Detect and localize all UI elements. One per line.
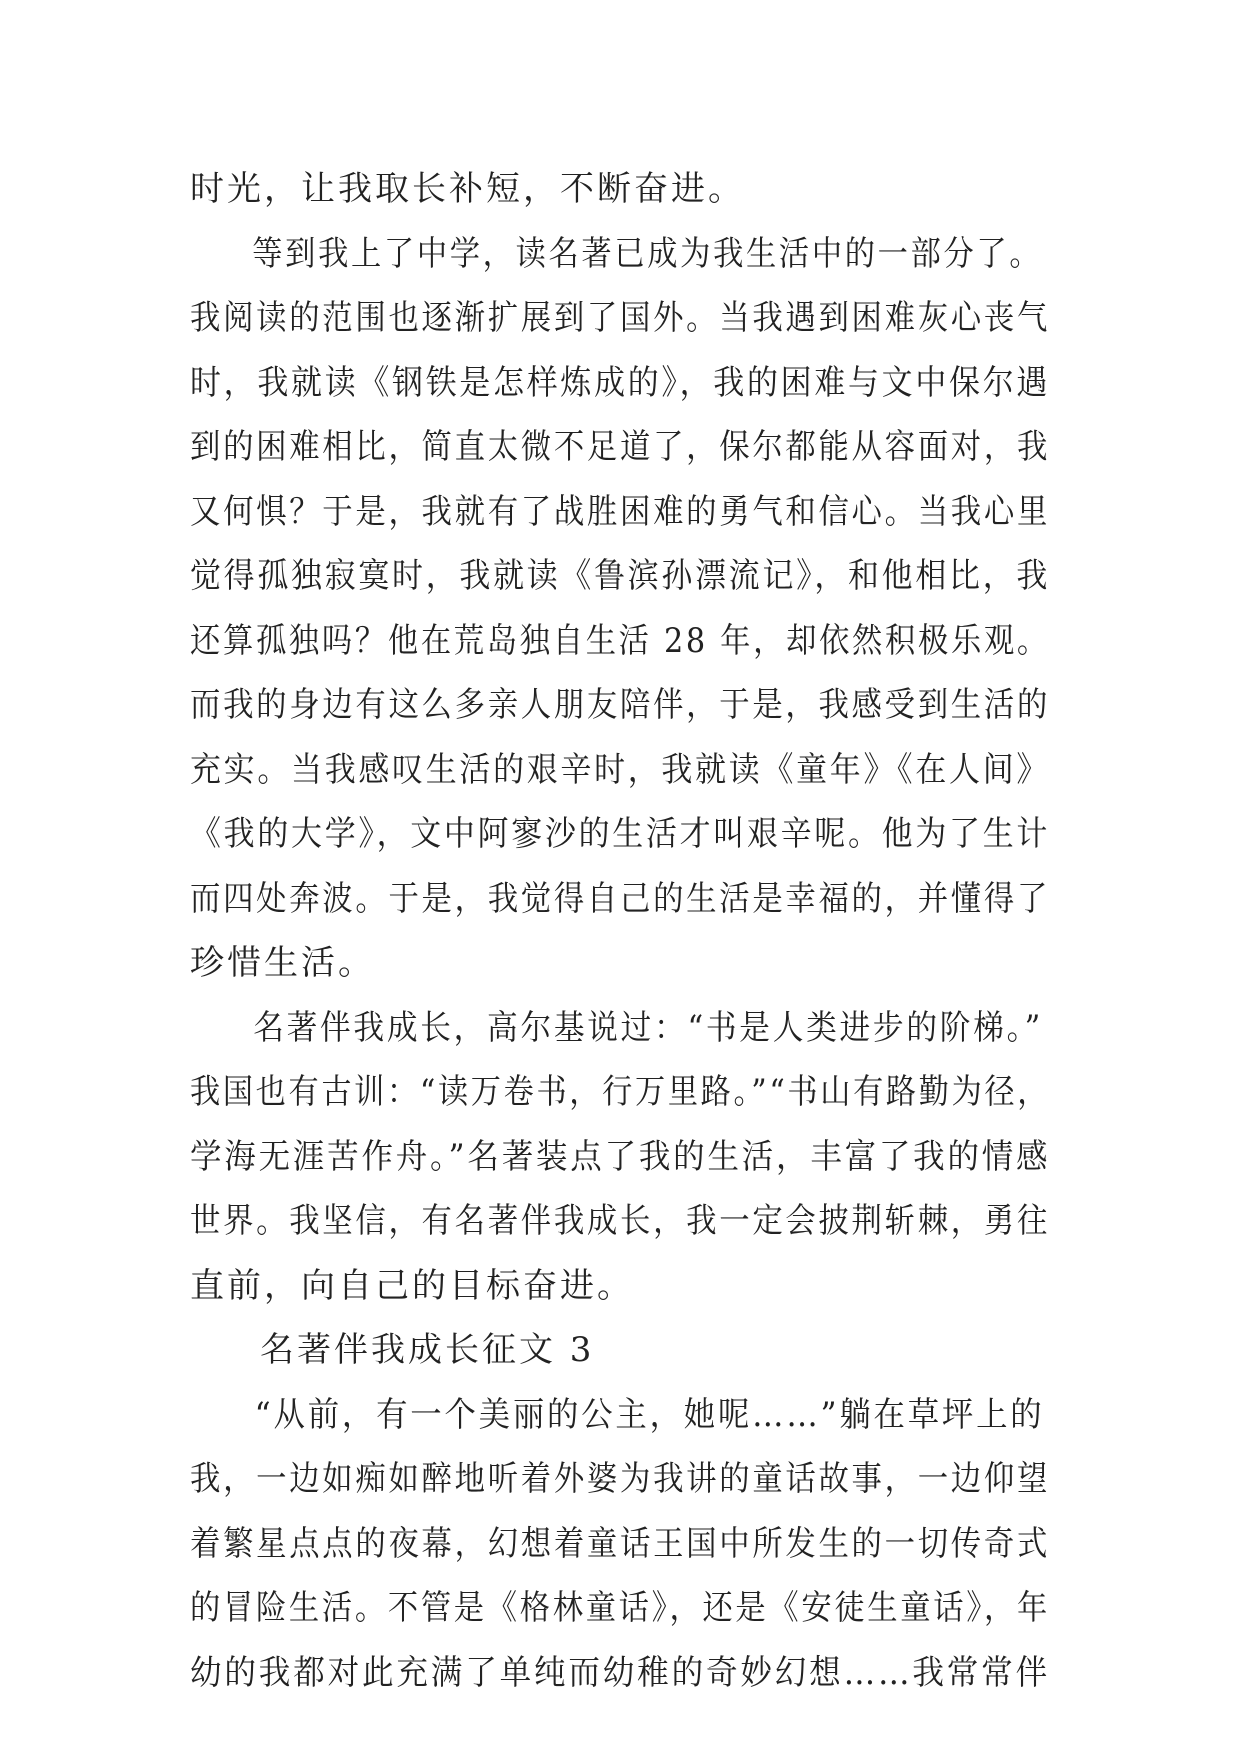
text-line: 又何惧？于是，我就有了战胜困难的勇气和信心。当我心里 [190,491,1051,532]
text-line: 而四处奔波。于是，我觉得自己的生活是幸福的，并懂得了 [190,878,1051,919]
text-line: 还算孤独吗？他在荒岛独自生活 28 年，却依然积极乐观。 [190,620,1050,661]
text-line: 而我的身边有这么多亲人朋友陪伴，于是，我感受到生活的 [190,685,1051,725]
text-line: 等到我上了中学，读名著已成为我生活中的一部分了。 [252,233,1043,274]
text-line: 学海无涯苦作舟。”名著装点了我的生活，丰富了我的情感 [190,1136,1051,1177]
text-line: 着繁星点点的夜幕，幻想着童话王国中所发生的一切传奇式 [190,1523,1051,1564]
text-line: 的冒险生活。不管是《格林童话》，还是《安徒生童话》，年 [190,1588,1051,1628]
text-line: 直前，向自己的目标奋进。 [190,1265,634,1306]
text-line: 世界。我坚信，有名著伴我成长，我一定会披荆斩棘，勇往 [190,1201,1051,1241]
text-line: 觉得孤独寂寞时，我就读《鲁滨孙漂流记》，和他相比，我 [190,556,1051,596]
text-line: 充实。当我感叹生活的艰辛时，我就读《童年》《在人间》 [190,749,1051,790]
text-line: 时，我就读《钢铁是怎样炼成的》，我的困难与文中保尔遇 [190,362,1051,403]
text-line: 名著伴我成长征文 3 [260,1330,595,1370]
text-line: 我阅读的范围也逐渐扩展到了国外。当我遇到困难灰心丧气 [190,298,1051,338]
text-line: 珍惜生活。 [190,943,375,983]
text-line: 时光，让我取长补短，不断奋进。 [190,169,745,209]
body-text [190,157,1050,1705]
text-line: 《我的大学》，文中阿寥沙的生活才叫艰辛呢。他为了生计 [190,814,1051,854]
text-line: 我，一边如痴如醉地听着外婆为我讲的童话故事，一边仰望 [190,1459,1051,1499]
text-line: 名著伴我成长，高尔基说过：“书是人类进步的阶梯。” [253,1007,1044,1048]
text-line: “从前，有一个美丽的公主，她呢……”躺在草坪上的 [254,1394,1045,1435]
text-line: 到的困难相比，简直太微不足道了，保尔都能从容面对，我 [190,427,1051,467]
text-line: 幼的我都对此充满了单纯而幼稚的奇妙幻想……我常常伴 [190,1652,1050,1693]
text-line: 我国也有古训：“读万卷书，行万里路。”“书山有路勤为径， [190,1072,1051,1112]
